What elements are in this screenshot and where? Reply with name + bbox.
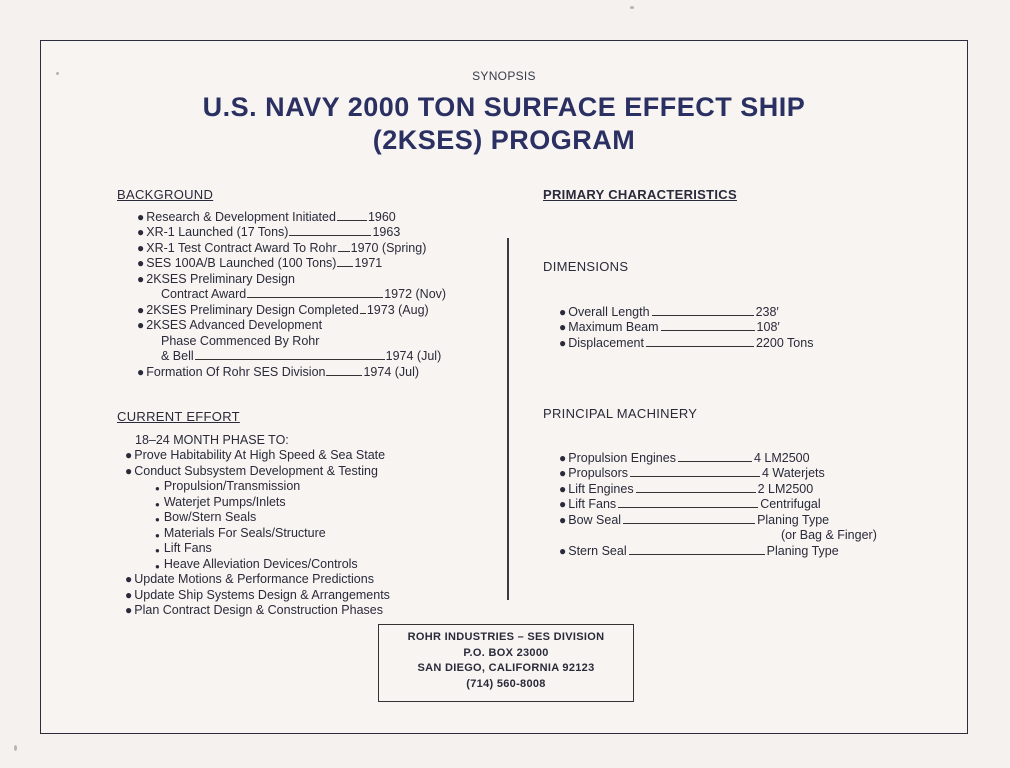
paper-speck (630, 6, 634, 9)
background-item: ● SES 100A/B Launched (100 Tons) 1971 (137, 256, 383, 270)
dimensions-list (559, 303, 813, 350)
current-effort-item: ● Plan Contract Design & Construction Phases (125, 603, 383, 617)
current-effort-heading: CURRENT EFFORT (117, 409, 240, 424)
machinery-item: ● Lift Engines 2 LM2500 (559, 481, 814, 496)
machinery-item: ● Bow Seal Planing Type (559, 512, 830, 527)
document-frame (40, 40, 968, 734)
address-box (378, 624, 634, 702)
machinery-item-note: (or Bag & Finger) (781, 528, 877, 542)
current-effort-item: ● Update Motions & Performance Predictions (125, 572, 374, 586)
current-effort-item: ● Update Ship Systems Design & Arrangements (125, 587, 390, 602)
current-effort-list (125, 431, 485, 617)
background-item: ● 2KSES Preliminary Design (137, 271, 295, 286)
current-effort-item: ● Prove Habitability At High Speed & Sea State (125, 448, 386, 462)
synopsis-label: SYNOPSIS (472, 69, 536, 83)
title-line-2: (2KSES) PROGRAM (372, 125, 636, 155)
background-heading: BACKGROUND (117, 187, 214, 202)
characteristics-heading: PRIMARY CHARACTERISTICS (543, 187, 737, 202)
background-item: ● 2KSES Advanced Development (137, 318, 323, 332)
current-effort-subitem: ● Heave Alleviation Devices/Controls (155, 556, 358, 571)
address-city: SAN DIEGO, CALIFORNIA 92123 (417, 662, 595, 674)
machinery-list (559, 449, 877, 558)
current-effort-subitem: ● Waterjet Pumps/Inlets (155, 494, 286, 509)
paper-speck (14, 745, 17, 751)
machinery-item: ● Propulsors 4 Waterjets (559, 466, 825, 480)
background-item: ● Research & Development Initiated 1960 (137, 209, 396, 224)
background-item: ● 2KSES Preliminary Design Completed 1973 (Aug) (137, 302, 429, 317)
page-title (41, 91, 967, 157)
background-item: Phase Commenced By Rohr (161, 333, 320, 348)
current-effort-subitem: ● Materials For Seals/Structure (155, 525, 326, 540)
machinery-item: ● Lift Fans Centrifugal (559, 497, 821, 511)
background-item: & Bell 1974 (Jul) (161, 349, 442, 363)
address-phone: (714) 560-8008 (466, 677, 546, 690)
column-divider (507, 238, 509, 600)
current-effort-subitem: ● Propulsion/Transmission (155, 479, 301, 493)
current-effort-item: ● Conduct Subsystem Development & Testing (125, 463, 378, 478)
current-effort-subitem: ● Lift Fans (155, 541, 212, 555)
address-company: ROHR INDUSTRIES – SES DIVISION (407, 631, 605, 643)
background-item: ● XR-1 Launched (17 Tons) 1963 (137, 225, 401, 239)
current-effort-intro: 18–24 MONTH PHASE TO: (135, 432, 289, 447)
machinery-item: ● Stern Seal Planing Type (559, 543, 839, 558)
machinery-item: ● Propulsion Engines 4 LM2500 (559, 450, 810, 465)
background-item: ● XR-1 Test Contract Award To Rohr 1970 (Spring) (137, 240, 427, 255)
background-item: ● Formation Of Rohr SES Division 1974 (Jul) (137, 364, 420, 379)
address-po-box: P.O. BOX 23000 (463, 646, 549, 659)
background-item: Contract Award 1972 (Nov) (161, 287, 447, 301)
dimension-item: ● Overall Length 238′ (559, 304, 779, 319)
machinery-heading: PRINCIPAL MACHINERY (543, 406, 698, 421)
dimension-item: ● Displacement 2200 Tons (559, 335, 814, 350)
current-effort-subitem: ● Bow/Stern Seals (155, 510, 257, 524)
paper-speck (56, 72, 59, 75)
title-line-1: U.S. NAVY 2000 TON SURFACE EFFECT SHIP (202, 92, 806, 122)
dimensions-heading: DIMENSIONS (543, 259, 629, 274)
background-list (137, 208, 483, 379)
dimension-item: ● Maximum Beam 108′ (559, 320, 780, 334)
